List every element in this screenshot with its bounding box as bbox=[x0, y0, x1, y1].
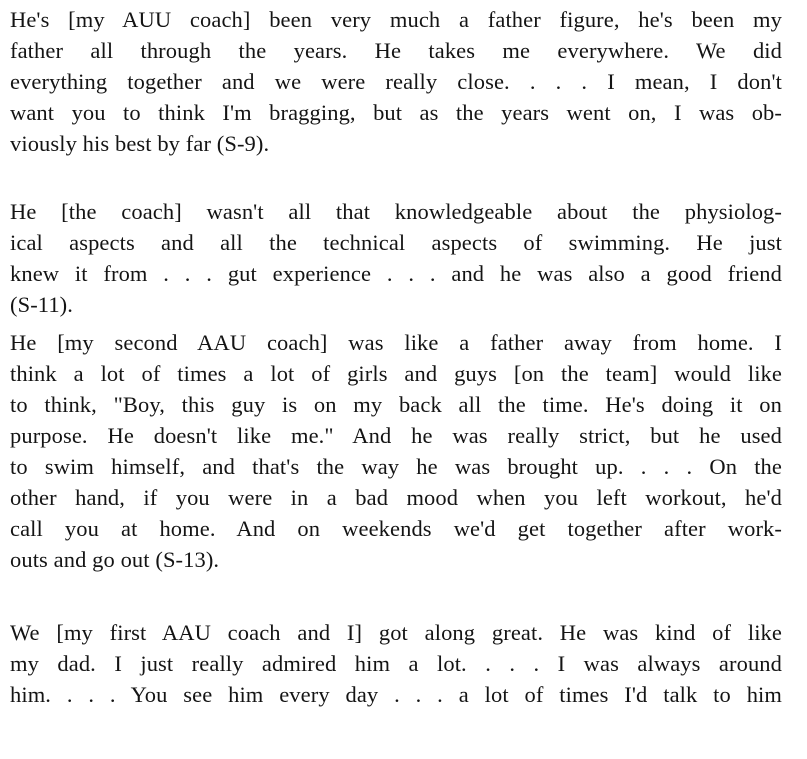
quote-paragraph-3 bbox=[10, 327, 782, 575]
text-line: my dad. I just really admired him a lot. . . . I was always around bbox=[10, 651, 782, 676]
quote-paragraph-1 bbox=[10, 4, 782, 159]
text-line: He [the coach] wasn't all that knowledgeable about the physiolog- bbox=[10, 199, 782, 224]
quote-paragraph-4 bbox=[10, 617, 782, 710]
text-line: to swim himself, and that's the way he was brought up. . . . On the bbox=[10, 454, 782, 479]
text-line: think a lot of times a lot of girls and guys [on the team] would like bbox=[10, 361, 782, 386]
text-line: want you to think I'm bragging, but as the years went on, I was ob- bbox=[10, 100, 782, 125]
text-line: to think, "Boy, this guy is on my back all the time. He's doing it on bbox=[10, 392, 782, 417]
text-line: outs and go out (S-13). bbox=[10, 547, 220, 572]
text-line: He [my second AAU coach] was like a father away from home. I bbox=[10, 330, 782, 355]
text-line: viously his best by far (S-9). bbox=[10, 131, 270, 156]
text-line: (S-11). bbox=[10, 292, 73, 317]
text-line: him. . . . You see him every day . . . a lot of times I'd talk to him bbox=[10, 682, 782, 707]
text-line: purpose. He doesn't like me." And he was really strict, but he used bbox=[10, 423, 782, 448]
text-line: He's [my AUU coach] been very much a father figure, he's been my bbox=[10, 7, 782, 32]
text-line: knew it from . . . gut experience . . . and he was also a good friend bbox=[10, 261, 782, 286]
text-line: We [my first AAU coach and I] got along great. He was kind of like bbox=[10, 620, 782, 645]
text-line: ical aspects and all the technical aspects of swimming. He just bbox=[10, 230, 782, 255]
text-line: father all through the years. He takes me everywhere. We did bbox=[10, 38, 782, 63]
text-line: everything together and we were really close. . . . I mean, I don't bbox=[10, 69, 782, 94]
quote-paragraph-2 bbox=[10, 196, 782, 320]
text-line: call you at home. And on weekends we'd get together after work- bbox=[10, 516, 782, 541]
text-line: other hand, if you were in a bad mood when you left workout, he'd bbox=[10, 485, 782, 510]
